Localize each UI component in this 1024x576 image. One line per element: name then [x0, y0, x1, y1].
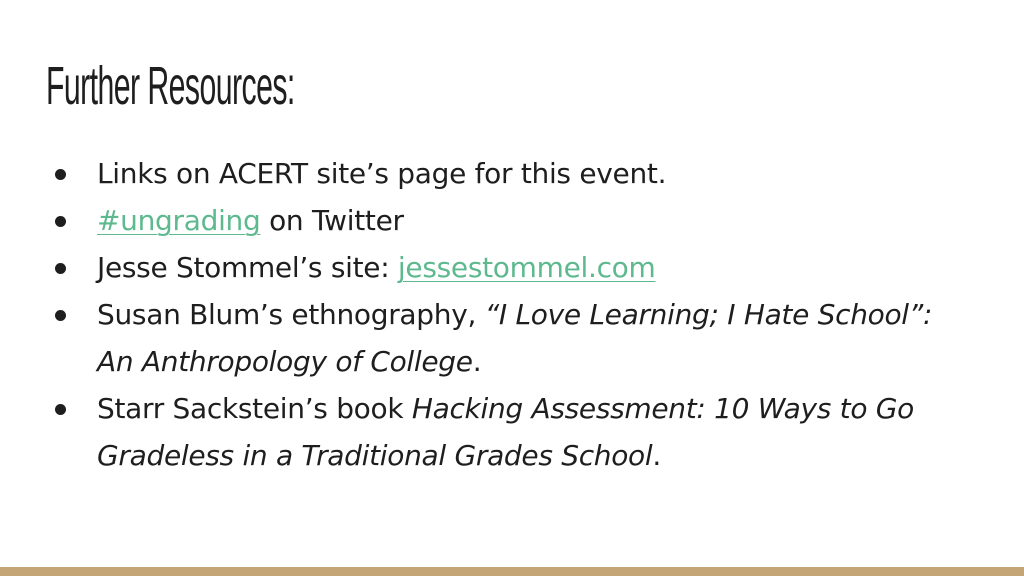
footer-accent-bar [0, 567, 1024, 576]
list-item-stommel-site [0, 244, 1000, 291]
bullet-icon [55, 263, 66, 274]
sackstein-intro-text: Starr Sackstein’s book [97, 392, 412, 425]
stommel-site-label: Jesse Stommel’s site: [97, 251, 398, 284]
list-item-sackstein-book [0, 385, 1000, 479]
ungrading-suffix-text: on Twitter [260, 204, 404, 237]
blum-book-title: “I Love Learning; I Hate School”: An Anthropology of College [97, 298, 933, 378]
sackstein-book-title: Hacking Assessment: 10 Ways to Go Gradeless in a Traditional Grades School [97, 392, 914, 472]
acert-links-text: Links on ACERT site’s page for this event. [97, 157, 667, 190]
bullet-icon [55, 169, 66, 180]
blum-intro-text: Susan Blum’s ethnography, [97, 298, 485, 331]
blum-period: . [472, 345, 482, 378]
ungrading-hashtag-link[interactable]: #ungrading [97, 204, 261, 237]
bullet-icon [55, 310, 66, 321]
jessestommel-link[interactable]: jessestommel.com [397, 251, 656, 284]
resources-list [0, 150, 1000, 479]
bullet-icon [55, 404, 66, 415]
bullet-icon [55, 216, 66, 227]
slide-title: Further Resources: [46, 56, 295, 116]
list-item-blum-ethnography [0, 291, 1000, 385]
list-item-ungrading [0, 197, 1000, 244]
list-item-acert-links [0, 150, 1000, 197]
sackstein-period: . [652, 439, 661, 472]
